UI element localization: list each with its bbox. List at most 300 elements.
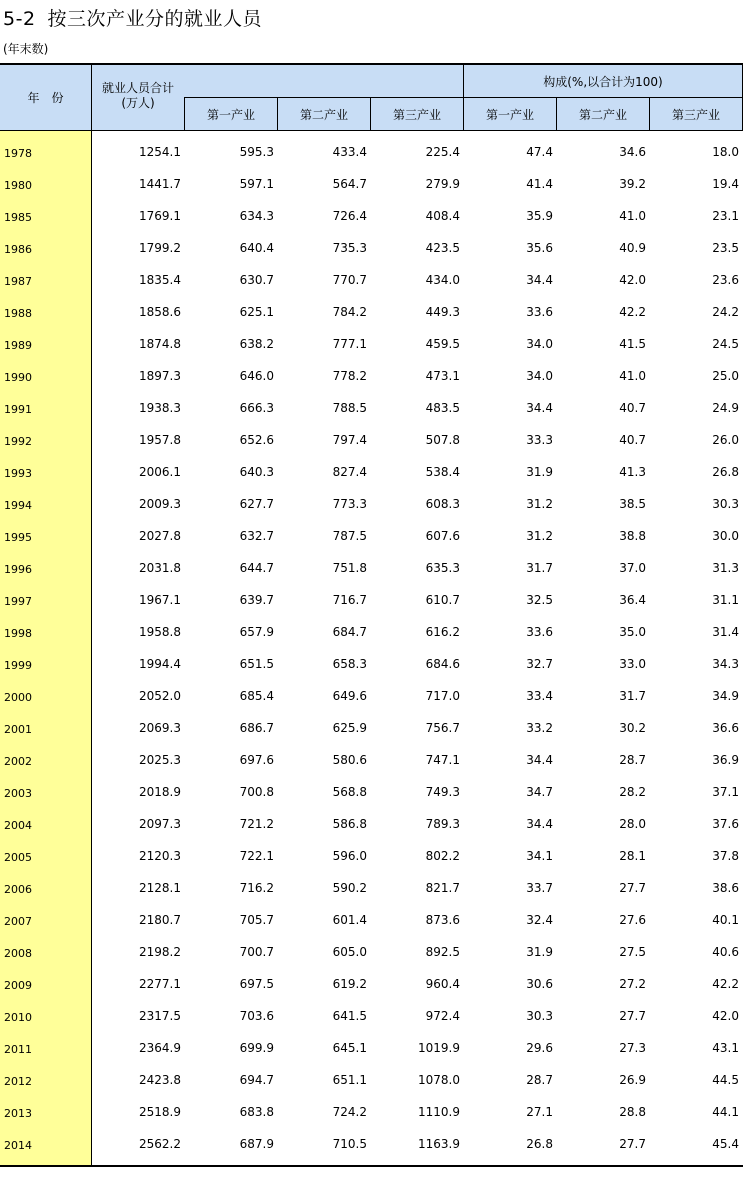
cell-secondary: 651.1 <box>332 1073 367 1087</box>
cell-total: 2031.8 <box>139 561 181 575</box>
cell-total: 1835.4 <box>139 273 181 287</box>
cell-total: 1769.1 <box>139 209 181 223</box>
cell-secondary: 619.2 <box>332 977 367 991</box>
table-row <box>0 611 743 643</box>
cell-secondary: 710.5 <box>332 1137 367 1151</box>
cell-tertiary-pct: 30.0 <box>712 529 739 543</box>
cell-secondary: 601.4 <box>332 913 367 927</box>
cell-secondary-pct: 30.2 <box>619 721 646 735</box>
row-year: 2002 <box>4 755 32 768</box>
cell-total: 2069.3 <box>139 721 181 735</box>
cell-tertiary: 1110.9 <box>418 1105 460 1119</box>
cell-tertiary: 279.9 <box>425 177 460 191</box>
cell-secondary-pct: 38.5 <box>619 497 646 511</box>
cell-secondary: 716.7 <box>332 593 367 607</box>
cell-primary-pct: 33.7 <box>526 881 553 895</box>
cell-primary-pct: 35.9 <box>526 209 553 223</box>
cell-tertiary: 616.2 <box>425 625 460 639</box>
cell-total: 2097.3 <box>139 817 181 831</box>
cell-tertiary-pct: 26.8 <box>712 465 739 479</box>
table-row <box>0 259 743 291</box>
row-year: 1993 <box>4 467 32 480</box>
table-row <box>0 1027 743 1059</box>
row-year: 1994 <box>4 499 32 512</box>
row-year: 1992 <box>4 435 32 448</box>
cell-total: 1958.8 <box>139 625 181 639</box>
table-row <box>0 323 743 355</box>
cell-primary-pct: 28.7 <box>526 1073 553 1087</box>
cell-total: 1938.3 <box>139 401 181 415</box>
cell-primary: 700.7 <box>239 945 274 959</box>
cell-secondary-pct: 42.2 <box>619 305 646 319</box>
cell-secondary-pct: 28.7 <box>619 753 646 767</box>
cell-secondary: 649.6 <box>332 689 367 703</box>
table-row <box>0 579 743 611</box>
cell-tertiary: 892.5 <box>425 945 460 959</box>
cell-tertiary: 747.1 <box>425 753 460 767</box>
cell-secondary: 735.3 <box>332 241 367 255</box>
cell-tertiary-pct: 34.9 <box>712 689 739 703</box>
cell-tertiary-pct: 19.4 <box>712 177 739 191</box>
cell-secondary: 784.2 <box>332 305 367 319</box>
cell-secondary-pct: 27.7 <box>619 881 646 895</box>
cell-secondary: 684.7 <box>332 625 367 639</box>
cell-tertiary: 459.5 <box>425 337 460 351</box>
table-header <box>0 63 743 131</box>
row-year: 2008 <box>4 947 32 960</box>
row-year: 1989 <box>4 339 32 352</box>
cell-total: 2128.1 <box>139 881 181 895</box>
cell-tertiary-pct: 31.4 <box>712 625 739 639</box>
cell-primary-pct: 29.6 <box>526 1041 553 1055</box>
cell-secondary: 787.5 <box>332 529 367 543</box>
cell-primary: 697.5 <box>239 977 274 991</box>
cell-primary-pct: 32.5 <box>526 593 553 607</box>
cell-secondary: 658.3 <box>332 657 367 671</box>
cell-primary: 634.3 <box>239 209 274 223</box>
cell-tertiary: 225.4 <box>425 145 460 159</box>
cell-secondary: 641.5 <box>332 1009 367 1023</box>
row-year: 2001 <box>4 723 32 736</box>
cell-primary-pct: 33.6 <box>526 625 553 639</box>
table-row <box>0 131 743 163</box>
cell-total: 1441.7 <box>139 177 181 191</box>
table-row <box>0 803 743 835</box>
table-row <box>0 163 743 195</box>
cell-tertiary-pct: 23.5 <box>712 241 739 255</box>
cell-total: 2027.8 <box>139 529 181 543</box>
table-code: 5-2 <box>3 8 36 30</box>
cell-total: 1897.3 <box>139 369 181 383</box>
cell-primary-pct: 32.7 <box>526 657 553 671</box>
cell-primary: 722.1 <box>239 849 274 863</box>
table-row <box>0 355 743 387</box>
cell-secondary: 797.4 <box>332 433 367 447</box>
table-row <box>0 739 743 771</box>
row-year: 2014 <box>4 1139 32 1152</box>
cell-primary-pct: 47.4 <box>526 145 553 159</box>
table-row <box>0 771 743 803</box>
cell-tertiary-pct: 45.4 <box>712 1137 739 1151</box>
cell-tertiary-pct: 42.0 <box>712 1009 739 1023</box>
cell-tertiary-pct: 25.0 <box>712 369 739 383</box>
cell-tertiary-pct: 38.6 <box>712 881 739 895</box>
cell-primary: 652.6 <box>239 433 274 447</box>
cell-secondary-pct: 27.3 <box>619 1041 646 1055</box>
cell-primary: 705.7 <box>239 913 274 927</box>
cell-tertiary-pct: 36.6 <box>712 721 739 735</box>
cell-tertiary-pct: 42.2 <box>712 977 739 991</box>
cell-primary-pct: 35.6 <box>526 241 553 255</box>
cell-primary-pct: 31.9 <box>526 945 553 959</box>
cell-primary: 627.7 <box>239 497 274 511</box>
cell-primary: 632.7 <box>239 529 274 543</box>
cell-primary-pct: 26.8 <box>526 1137 553 1151</box>
cell-total: 2277.1 <box>139 977 181 991</box>
cell-primary: 638.2 <box>239 337 274 351</box>
cell-total: 1957.8 <box>139 433 181 447</box>
cell-primary: 625.1 <box>239 305 274 319</box>
cell-primary: 687.9 <box>239 1137 274 1151</box>
cell-tertiary: 789.3 <box>425 817 460 831</box>
cell-total: 2180.7 <box>139 913 181 927</box>
cell-total: 2052.0 <box>139 689 181 703</box>
cell-secondary-pct: 41.0 <box>619 209 646 223</box>
cell-tertiary-pct: 37.6 <box>712 817 739 831</box>
table-row <box>0 547 743 579</box>
cell-secondary-pct: 40.9 <box>619 241 646 255</box>
cell-tertiary-pct: 24.9 <box>712 401 739 415</box>
cell-primary-pct: 34.4 <box>526 753 553 767</box>
row-year: 2007 <box>4 915 32 928</box>
table-body <box>0 131 743 1165</box>
cell-tertiary: 1019.9 <box>418 1041 460 1055</box>
cell-tertiary: 434.0 <box>425 273 460 287</box>
cell-tertiary: 1163.9 <box>418 1137 460 1151</box>
cell-primary-pct: 30.3 <box>526 1009 553 1023</box>
cell-total: 2198.2 <box>139 945 181 959</box>
header-total <box>92 65 184 125</box>
table-title: 按三次产业分的就业人员 <box>47 8 263 30</box>
cell-tertiary: 507.8 <box>425 433 460 447</box>
table-row <box>0 675 743 707</box>
cell-primary-pct: 34.0 <box>526 337 553 351</box>
header-secondary: 第二产业 <box>299 107 348 122</box>
cell-tertiary-pct: 30.3 <box>712 497 739 511</box>
table-row <box>0 227 743 259</box>
cell-tertiary: 802.2 <box>425 849 460 863</box>
cell-tertiary: 635.3 <box>425 561 460 575</box>
cell-primary: 697.6 <box>239 753 274 767</box>
header-primary-pct: 第一产业 <box>485 107 534 122</box>
row-year: 2009 <box>4 979 32 992</box>
row-year: 1990 <box>4 371 32 384</box>
header-primary: 第一产业 <box>206 107 255 122</box>
cell-primary-pct: 31.2 <box>526 529 553 543</box>
cell-primary-pct: 31.9 <box>526 465 553 479</box>
cell-tertiary-pct: 40.1 <box>712 913 739 927</box>
header-secondary-pct: 第二产业 <box>578 107 627 122</box>
cell-secondary-pct: 36.4 <box>619 593 646 607</box>
cell-tertiary: 717.0 <box>425 689 460 703</box>
table-row <box>0 835 743 867</box>
cell-tertiary-pct: 31.1 <box>712 593 739 607</box>
cell-primary: 630.7 <box>239 273 274 287</box>
cell-secondary: 605.0 <box>332 945 367 959</box>
cell-primary-pct: 34.4 <box>526 817 553 831</box>
table-row <box>0 1059 743 1091</box>
cell-total: 1994.4 <box>139 657 181 671</box>
cell-primary-pct: 34.7 <box>526 785 553 799</box>
cell-primary-pct: 34.4 <box>526 401 553 415</box>
cell-tertiary-pct: 37.8 <box>712 849 739 863</box>
cell-secondary-pct: 38.8 <box>619 529 646 543</box>
cell-primary-pct: 31.7 <box>526 561 553 575</box>
cell-total: 2006.1 <box>139 465 181 479</box>
table-row <box>0 899 743 931</box>
cell-primary-pct: 34.1 <box>526 849 553 863</box>
header-tertiary-pct: 第三产业 <box>671 107 720 122</box>
row-year: 1996 <box>4 563 32 576</box>
cell-secondary-pct: 26.9 <box>619 1073 646 1087</box>
cell-primary: 683.8 <box>239 1105 274 1119</box>
row-year: 1980 <box>4 179 32 192</box>
table-row <box>0 963 743 995</box>
cell-tertiary: 608.3 <box>425 497 460 511</box>
cell-tertiary-pct: 44.5 <box>712 1073 739 1087</box>
cell-tertiary-pct: 31.3 <box>712 561 739 575</box>
cell-total: 2364.9 <box>139 1041 181 1055</box>
cell-tertiary-pct: 40.6 <box>712 945 739 959</box>
cell-tertiary-pct: 18.0 <box>712 145 739 159</box>
cell-primary-pct: 30.6 <box>526 977 553 991</box>
table-row <box>0 195 743 227</box>
cell-secondary: 568.8 <box>332 785 367 799</box>
cell-secondary: 724.2 <box>332 1105 367 1119</box>
cell-secondary: 590.2 <box>332 881 367 895</box>
row-year: 1999 <box>4 659 32 672</box>
cell-primary-pct: 32.4 <box>526 913 553 927</box>
cell-tertiary-pct: 43.1 <box>712 1041 739 1055</box>
cell-tertiary-pct: 23.6 <box>712 273 739 287</box>
table-row <box>0 515 743 547</box>
cell-total: 1874.8 <box>139 337 181 351</box>
cell-secondary-pct: 28.2 <box>619 785 646 799</box>
cell-primary: 700.8 <box>239 785 274 799</box>
cell-primary-pct: 34.4 <box>526 273 553 287</box>
row-year: 1997 <box>4 595 32 608</box>
cell-secondary: 773.3 <box>332 497 367 511</box>
cell-total: 2423.8 <box>139 1073 181 1087</box>
cell-primary: 640.4 <box>239 241 274 255</box>
cell-secondary: 770.7 <box>332 273 367 287</box>
cell-secondary-pct: 28.0 <box>619 817 646 831</box>
cell-tertiary: 483.5 <box>425 401 460 415</box>
cell-primary-pct: 34.0 <box>526 369 553 383</box>
page-title <box>3 4 262 31</box>
table-row <box>0 707 743 739</box>
cell-primary: 639.7 <box>239 593 274 607</box>
cell-total: 1967.1 <box>139 593 181 607</box>
cell-secondary: 596.0 <box>332 849 367 863</box>
row-year: 2012 <box>4 1075 32 1088</box>
cell-primary: 597.1 <box>239 177 274 191</box>
row-year: 2005 <box>4 851 32 864</box>
cell-secondary: 788.5 <box>332 401 367 415</box>
cell-secondary: 751.8 <box>332 561 367 575</box>
cell-secondary-pct: 35.0 <box>619 625 646 639</box>
cell-primary: 694.7 <box>239 1073 274 1087</box>
cell-primary-pct: 33.6 <box>526 305 553 319</box>
row-year: 1986 <box>4 243 32 256</box>
table-row <box>0 451 743 483</box>
cell-primary: 646.0 <box>239 369 274 383</box>
header-total-unit: (万人) <box>121 96 155 110</box>
cell-tertiary-pct: 23.1 <box>712 209 739 223</box>
cell-tertiary: 408.4 <box>425 209 460 223</box>
cell-tertiary: 538.4 <box>425 465 460 479</box>
cell-total: 2025.3 <box>139 753 181 767</box>
cell-secondary: 726.4 <box>332 209 367 223</box>
cell-primary-pct: 33.2 <box>526 721 553 735</box>
cell-primary-pct: 31.2 <box>526 497 553 511</box>
cell-total: 2009.3 <box>139 497 181 511</box>
cell-secondary-pct: 39.2 <box>619 177 646 191</box>
cell-primary-pct: 27.1 <box>526 1105 553 1119</box>
unit-note: (年末数) <box>3 42 49 56</box>
row-year: 2013 <box>4 1107 32 1120</box>
cell-secondary-pct: 27.7 <box>619 1137 646 1151</box>
cell-secondary: 645.1 <box>332 1041 367 1055</box>
cell-tertiary-pct: 24.5 <box>712 337 739 351</box>
cell-secondary-pct: 37.0 <box>619 561 646 575</box>
cell-tertiary: 756.7 <box>425 721 460 735</box>
cell-tertiary-pct: 37.1 <box>712 785 739 799</box>
table-row <box>0 387 743 419</box>
cell-secondary: 778.2 <box>332 369 367 383</box>
cell-secondary-pct: 27.2 <box>619 977 646 991</box>
table-row <box>0 1091 743 1123</box>
cell-tertiary: 684.6 <box>425 657 460 671</box>
header-composition: 构成(%,以合计为100) <box>543 74 663 89</box>
cell-primary: 640.3 <box>239 465 274 479</box>
table-row <box>0 995 743 1027</box>
row-year: 1987 <box>4 275 32 288</box>
cell-primary: 703.6 <box>239 1009 274 1023</box>
cell-secondary-pct: 42.0 <box>619 273 646 287</box>
row-year: 1991 <box>4 403 32 416</box>
cell-tertiary: 749.3 <box>425 785 460 799</box>
row-year: 2006 <box>4 883 32 896</box>
cell-primary: 686.7 <box>239 721 274 735</box>
table-row <box>0 419 743 451</box>
cell-secondary: 433.4 <box>332 145 367 159</box>
cell-primary-pct: 33.3 <box>526 433 553 447</box>
cell-secondary-pct: 33.0 <box>619 657 646 671</box>
cell-total: 2518.9 <box>139 1105 181 1119</box>
row-year: 1998 <box>4 627 32 640</box>
row-year: 2004 <box>4 819 32 832</box>
header-tertiary: 第三产业 <box>392 107 441 122</box>
cell-tertiary: 821.7 <box>425 881 460 895</box>
cell-tertiary-pct: 34.3 <box>712 657 739 671</box>
cell-primary: 716.2 <box>239 881 274 895</box>
row-year: 2011 <box>4 1043 32 1056</box>
cell-tertiary-pct: 36.9 <box>712 753 739 767</box>
cell-secondary-pct: 27.6 <box>619 913 646 927</box>
cell-primary: 721.2 <box>239 817 274 831</box>
cell-primary: 685.4 <box>239 689 274 703</box>
cell-secondary-pct: 41.0 <box>619 369 646 383</box>
cell-tertiary: 473.1 <box>425 369 460 383</box>
cell-total: 2317.5 <box>139 1009 181 1023</box>
cell-primary: 699.9 <box>239 1041 274 1055</box>
cell-total: 2562.2 <box>139 1137 181 1151</box>
table-row <box>0 867 743 899</box>
header-year: 年 份 <box>27 91 64 105</box>
cell-primary: 644.7 <box>239 561 274 575</box>
cell-total: 1254.1 <box>139 145 181 159</box>
cell-tertiary-pct: 44.1 <box>712 1105 739 1119</box>
cell-total: 1858.6 <box>139 305 181 319</box>
row-year: 2000 <box>4 691 32 704</box>
cell-tertiary: 972.4 <box>425 1009 460 1023</box>
cell-tertiary-pct: 24.2 <box>712 305 739 319</box>
cell-tertiary: 607.6 <box>425 529 460 543</box>
cell-primary-pct: 33.4 <box>526 689 553 703</box>
cell-primary: 666.3 <box>239 401 274 415</box>
cell-tertiary: 1078.0 <box>418 1073 460 1087</box>
cell-secondary: 625.9 <box>332 721 367 735</box>
cell-tertiary: 449.3 <box>425 305 460 319</box>
cell-primary: 651.5 <box>239 657 274 671</box>
cell-secondary-pct: 28.1 <box>619 849 646 863</box>
cell-primary-pct: 41.4 <box>526 177 553 191</box>
cell-tertiary-pct: 26.0 <box>712 433 739 447</box>
cell-secondary-pct: 34.6 <box>619 145 646 159</box>
row-year: 2003 <box>4 787 32 800</box>
cell-total: 2120.3 <box>139 849 181 863</box>
cell-secondary: 777.1 <box>332 337 367 351</box>
cell-tertiary: 873.6 <box>425 913 460 927</box>
cell-tertiary: 610.7 <box>425 593 460 607</box>
cell-secondary: 827.4 <box>332 465 367 479</box>
table-bottom-rule <box>0 1165 743 1167</box>
cell-secondary-pct: 27.7 <box>619 1009 646 1023</box>
cell-secondary-pct: 41.5 <box>619 337 646 351</box>
row-year: 2010 <box>4 1011 32 1024</box>
table-row <box>0 643 743 675</box>
row-year: 1995 <box>4 531 32 544</box>
cell-primary: 657.9 <box>239 625 274 639</box>
row-year: 1978 <box>4 147 32 160</box>
cell-total: 2018.9 <box>139 785 181 799</box>
cell-secondary: 564.7 <box>332 177 367 191</box>
cell-tertiary: 960.4 <box>425 977 460 991</box>
table-row <box>0 483 743 515</box>
cell-primary: 595.3 <box>239 145 274 159</box>
cell-tertiary: 423.5 <box>425 241 460 255</box>
cell-secondary-pct: 27.5 <box>619 945 646 959</box>
row-year: 1988 <box>4 307 32 320</box>
row-year: 1985 <box>4 211 32 224</box>
cell-total: 1799.2 <box>139 241 181 255</box>
header-total-label: 就业人员合计 <box>101 81 174 95</box>
cell-secondary-pct: 31.7 <box>619 689 646 703</box>
cell-secondary: 580.6 <box>332 753 367 767</box>
cell-secondary-pct: 41.3 <box>619 465 646 479</box>
cell-secondary-pct: 28.8 <box>619 1105 646 1119</box>
